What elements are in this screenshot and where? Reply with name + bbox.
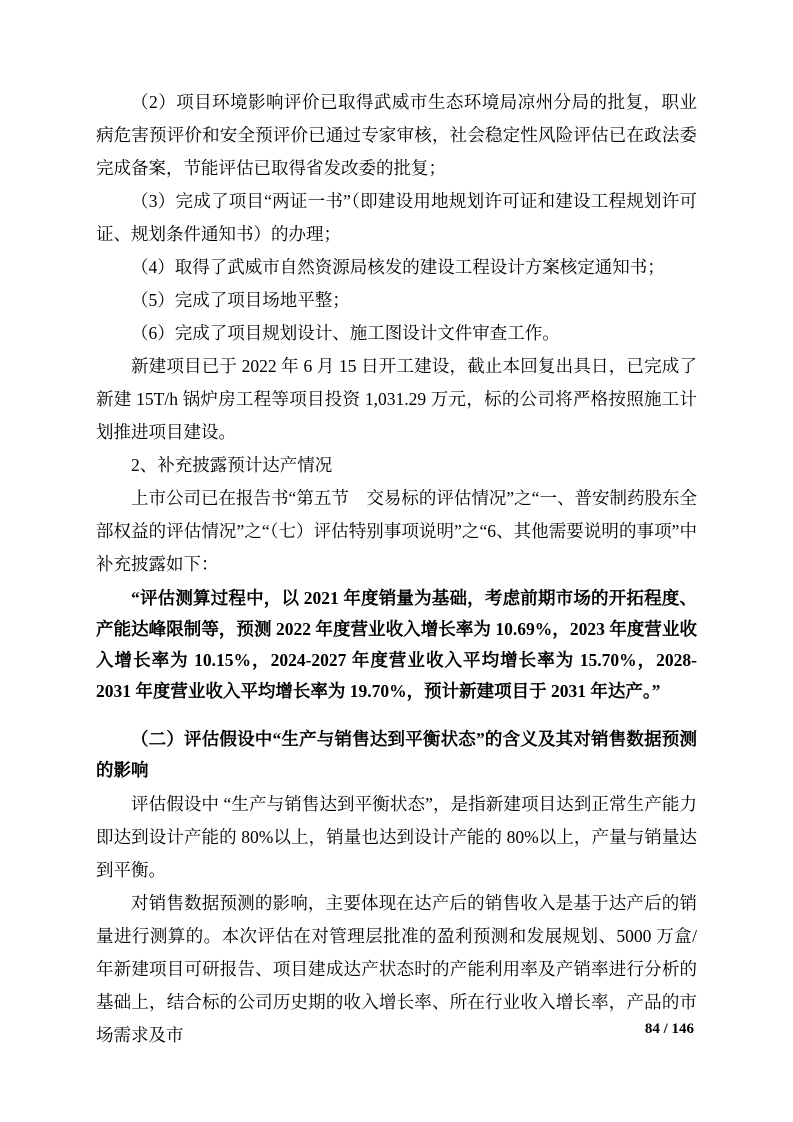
- list-item-5: （5）完成了项目场地平整；: [131, 290, 350, 310]
- list-item-6: （6）完成了项目规划设计、施工图设计文件审查工作。: [131, 323, 560, 343]
- list-item-4: （4）取得了武威市自然资源局核发的建设工程设计方案核定通知书；: [131, 257, 665, 277]
- paragraph-sales-forecast-impact: 对销售数据预测的影响，主要体现在达产后的销售收入是基于达产后的销量进行测算的。本次评估在对管理层批准的盈利预测和发展规划、5000 万盒/年新建项目可研报告、项目建成达产状态时的产能利用率及产销率进行分析的基础上，结合标的公司历史期的收入增长率、所在行业收入增长率，产品的市场需求及市: [96, 893, 697, 1045]
- quote-paragraph: “评估测算过程中，以 2021 年度销量为基础，考虑前期市场的开拓程度、产能达峰限制等，预测 2022 年度营业收入增长率为 10.69%，2023 年度营业收入增长率为 10.15%，2024-2027 年度营业收入平均增长率为 15.70%，2028-2031 年度营业收入平均增长率为 19.70%，预计新建项目于 2031 年达产。”: [96, 588, 697, 701]
- subsection-heading: 2、补充披露预计达产情况: [131, 455, 333, 475]
- page-number: 84 / 146: [644, 1021, 694, 1037]
- paragraph-disclosure-reference: 上市公司已在报告书“第五节 交易标的评估情况”之“一、普安制药股东全部权益的评估情况”之“（七）评估特别事项说明”之“6、其他需要说明的事项”中补充披露如下：: [96, 488, 697, 574]
- page-content: [96, 86, 697, 1052]
- list-item-3: （3）完成了项目“两证一书”（即建设用地规划许可证和建设工程规划许可证、规划条件通知书）的办理；: [96, 191, 697, 244]
- paragraph-construction-progress: 新建项目已于 2022 年 6 月 15 日开工建设，截止本回复出具日，已完成了新建 15T/h 锅炉房工程等项目投资 1,031.29 万元，标的公司将严格按照施工计划推进项目建设。: [96, 356, 697, 442]
- list-item-2: （2）项目环境影响评价已取得武威市生态环境局凉州分局的批复，职业病危害预评价和安全预评价已通过专家审核，社会稳定性风险评估已在政法委完成备案，节能评估已取得省发改委的批复；: [96, 92, 697, 178]
- paragraph-balance-definition: 评估假设中 “生产与销售达到平衡状态”，是指新建项目达到正常生产能力即达到设计产能的 80%以上，销量也达到设计产能的 80%以上，产量与销量达到平衡。: [96, 794, 697, 880]
- section-heading: （二）评估假设中“生产与销售达到平衡状态”的含义及其对销售数据预测的影响: [96, 729, 697, 780]
